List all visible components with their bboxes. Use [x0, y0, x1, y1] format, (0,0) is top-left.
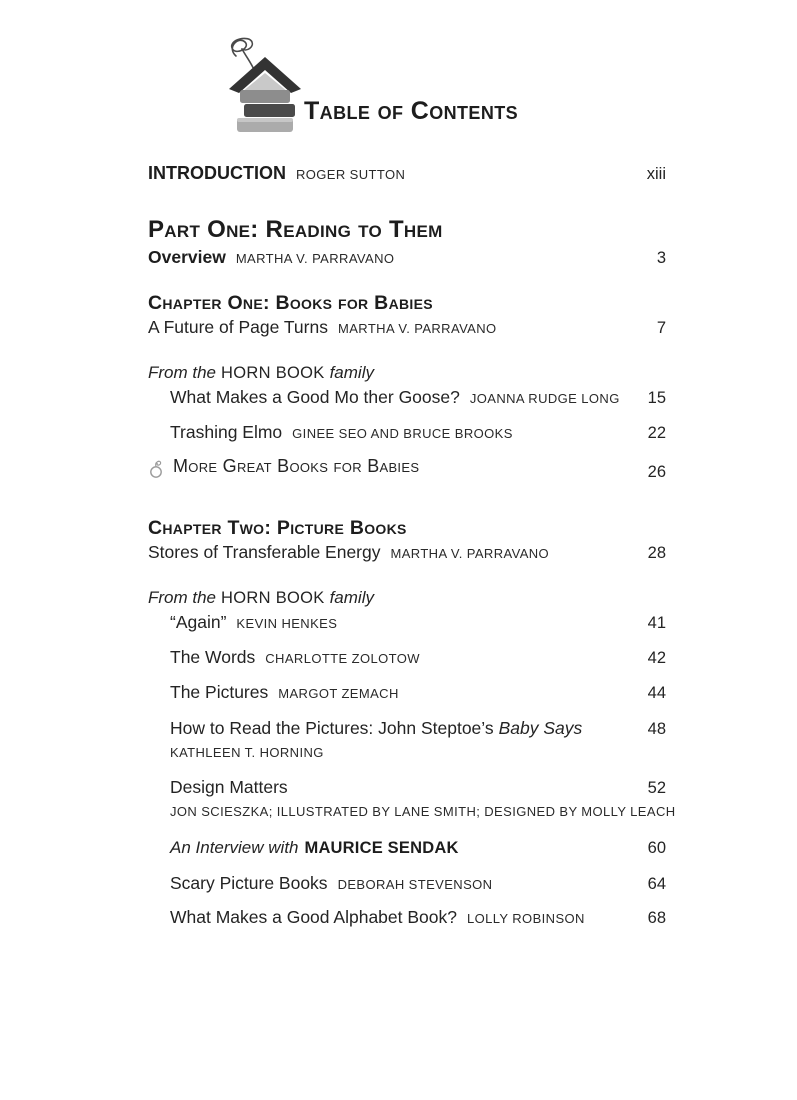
family-label-prefix: From the	[148, 363, 217, 382]
toc-entry	[170, 776, 666, 800]
page-number: xiii	[646, 165, 666, 183]
family-label-suffix: family	[329, 588, 374, 607]
chapter-heading-text: Chapter Two: Picture Books	[148, 517, 407, 539]
entry-author: JOANNA RUDGE LONG	[469, 391, 620, 406]
page-number: 60	[647, 839, 666, 857]
entry-title: Overview	[148, 247, 226, 267]
entry-title: More Great Books for Babies	[173, 456, 420, 476]
toc-entry	[170, 386, 666, 410]
chimney-scribble-icon	[232, 38, 255, 72]
entry-title: A Future of Page Turns	[148, 317, 328, 337]
entry-title: The Pictures	[170, 682, 269, 702]
entry-title: “Again”	[170, 612, 227, 632]
book-stack-icon	[237, 90, 295, 132]
toc-entry	[170, 421, 666, 445]
entry-title: Stores of Transferable Energy	[148, 542, 381, 562]
entry-title: Trashing Elmo	[170, 422, 283, 442]
page-number: 26	[647, 462, 666, 481]
page-number: 52	[647, 779, 666, 797]
swirl-ball-icon	[148, 459, 165, 479]
page-number: 64	[647, 875, 666, 893]
toc-entry	[148, 541, 666, 565]
entry-author: KEVIN HENKES	[236, 616, 338, 631]
chapter-two-heading	[148, 516, 666, 541]
interview-prefix: An Interview with	[170, 838, 299, 857]
toc-entry	[170, 611, 666, 635]
entry-author: ROGER SUTTON	[296, 167, 406, 182]
entry-title-italic: Baby Says	[498, 718, 583, 738]
entry-author: MARTHA V. PARRAVANO	[390, 546, 550, 561]
page-number: 68	[647, 909, 666, 927]
horn-book-brand: HORN BOOK	[221, 364, 325, 382]
book-roof-icon	[229, 57, 301, 93]
page-number: 7	[656, 319, 666, 337]
entry-title: INTRODUCTION	[148, 163, 286, 183]
toc-entry	[170, 872, 666, 896]
page-number: 41	[647, 614, 666, 632]
toc-entry	[148, 316, 666, 340]
toc-entry	[170, 906, 666, 930]
part-one-heading	[148, 215, 666, 245]
horn-book-brand: HORN BOOK	[221, 589, 325, 607]
page-number: 44	[647, 684, 666, 702]
toc-entry	[170, 681, 666, 705]
family-label-suffix: family	[329, 363, 374, 382]
page-title: Table of Contents	[304, 97, 519, 125]
interview-entry	[170, 836, 666, 860]
entry-title: What Makes a Good Alphabet Book?	[170, 907, 457, 927]
entry-title: How to Read the Pictures: John Steptoe’s	[170, 718, 494, 738]
family-label-prefix: From the	[148, 588, 217, 607]
entry-author: GINEE SEO AND BRUCE BROOKS	[292, 426, 513, 441]
chapter-heading-text: Chapter One: Books for Babies	[148, 292, 433, 314]
feature-entry	[148, 455, 666, 484]
page-number: 48	[647, 720, 666, 738]
family-label	[148, 586, 666, 610]
page-number: 3	[656, 249, 666, 267]
entry-title: Scary Picture Books	[170, 873, 328, 893]
family-label	[148, 361, 666, 385]
entry-title: Design Matters	[170, 777, 288, 797]
page-number: 15	[647, 389, 666, 407]
toc-entry	[170, 717, 666, 741]
entry-title: What Makes a Good Mo ther Goose?	[170, 387, 460, 407]
toc-entry-introduction	[148, 162, 666, 186]
entry-author: DEBORAH STEVENSON	[337, 877, 493, 892]
page-number: 28	[647, 544, 666, 562]
entry-author: LOLLY ROBINSON	[466, 911, 585, 926]
interview-name: MAURICE SENDAK	[304, 839, 459, 857]
entry-author: MARTHA V. PARRAVANO	[337, 321, 497, 336]
chapter-one-heading	[148, 291, 666, 316]
part-heading-text: Part One: Reading to Them	[148, 216, 443, 243]
entry-author-line: JON SCIESZKA; ILLUSTRATED BY LANE SMITH; DESIGNED BY MOLLY LEACH	[170, 804, 676, 819]
page-number: 22	[647, 424, 666, 442]
book-house-logo	[224, 34, 306, 134]
entry-author: MARTHA V. PARRAVANO	[235, 251, 395, 266]
entry-author-line: KATHLEEN T. HORNING	[170, 745, 324, 760]
toc-entry	[170, 646, 666, 670]
entry-author: CHARLOTTE ZOLOTOW	[265, 651, 420, 666]
entry-author: MARGOT ZEMACH	[278, 686, 399, 701]
entry-title: The Words	[170, 647, 256, 667]
page-number: 42	[647, 649, 666, 667]
toc-entry-overview	[148, 246, 666, 270]
